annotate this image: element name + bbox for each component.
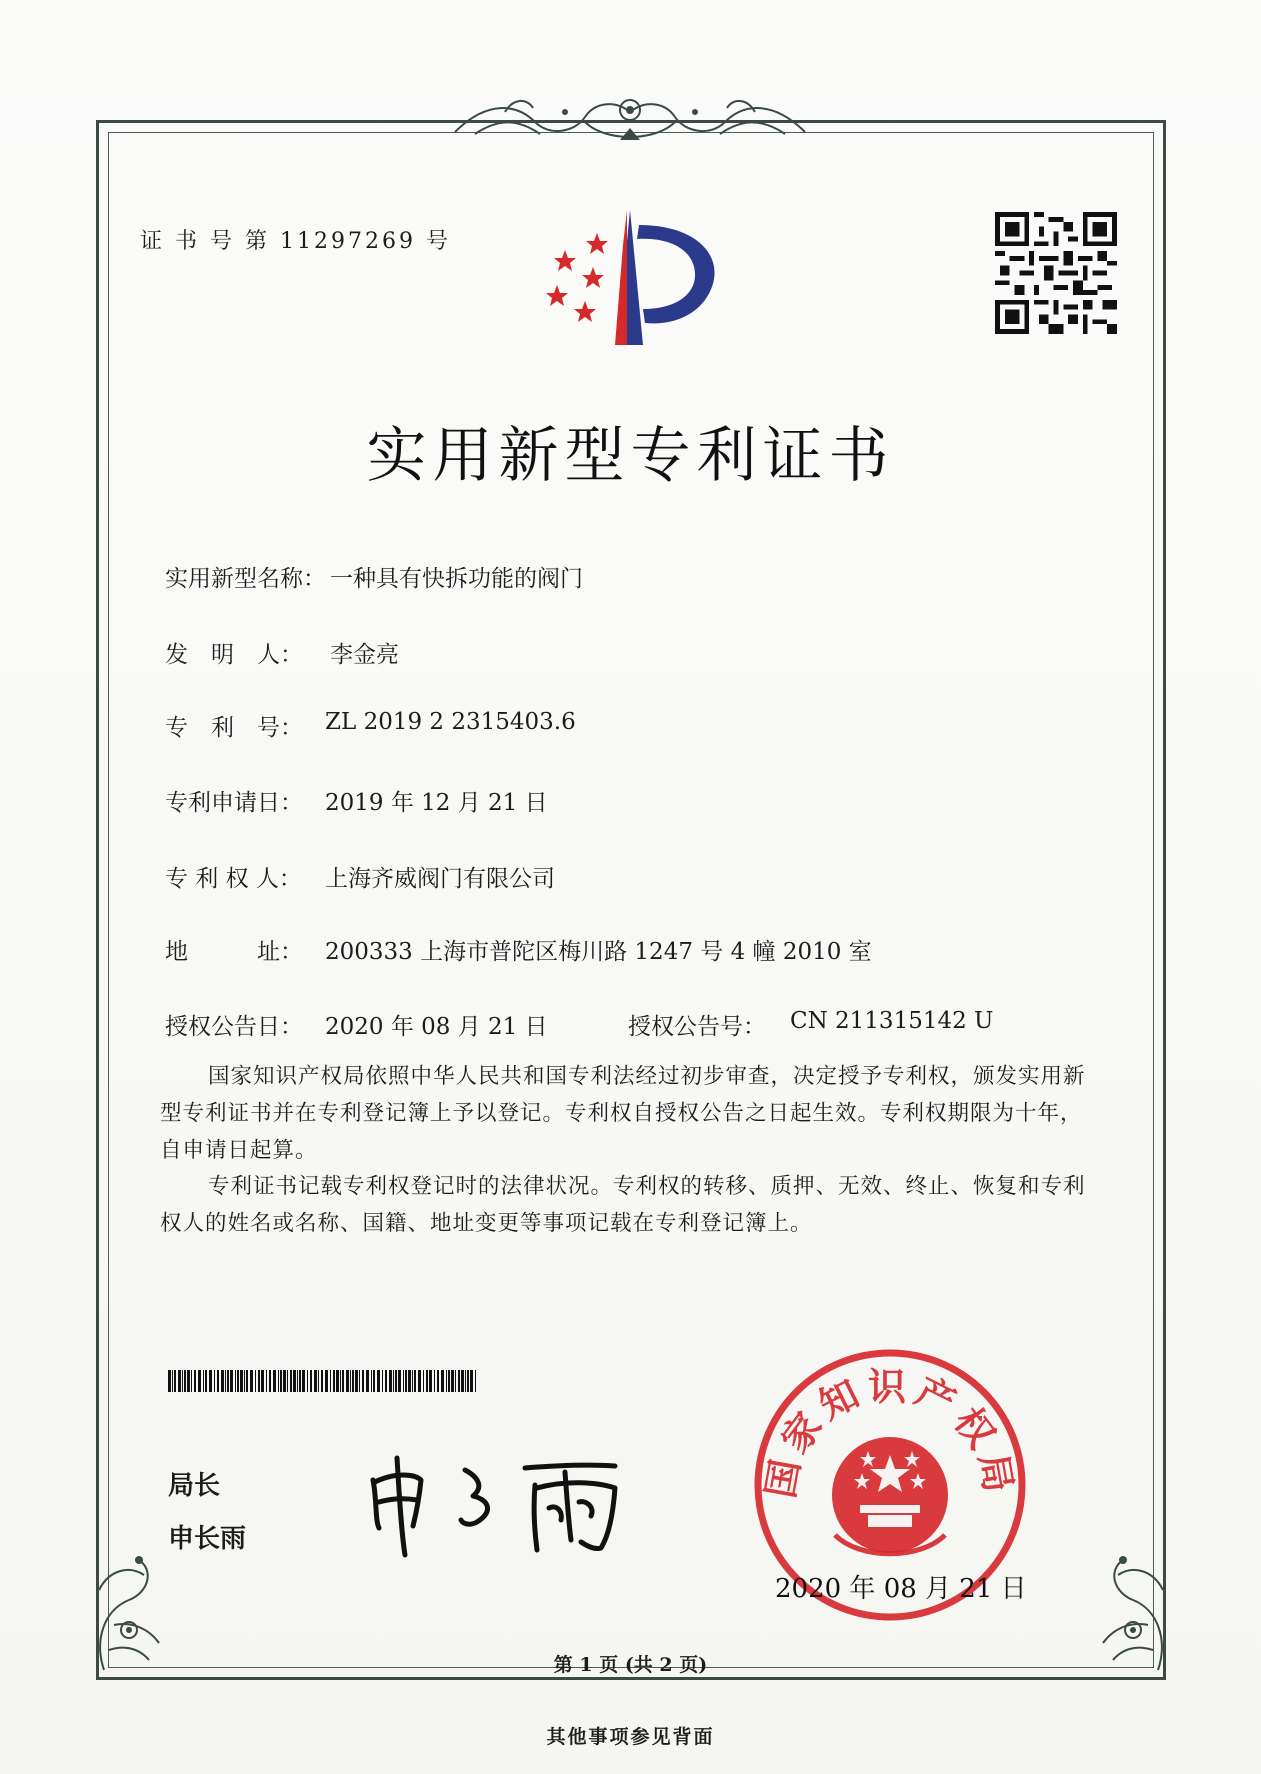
utility-model-name: 一种具有快拆功能的阀门 bbox=[330, 566, 583, 592]
barcode-bar bbox=[261, 1370, 264, 1392]
barcode-bar bbox=[346, 1370, 349, 1392]
barcode-bar bbox=[205, 1370, 207, 1392]
barcode-bar bbox=[330, 1370, 331, 1392]
barcode-bar bbox=[244, 1370, 245, 1392]
barcode-bar bbox=[455, 1370, 456, 1392]
barcode-bar bbox=[250, 1370, 253, 1392]
barcode-bar bbox=[475, 1370, 476, 1392]
inventor-label: 发 明 人： bbox=[165, 642, 303, 668]
barcode-bar bbox=[194, 1370, 196, 1392]
patentee: 上海齐威阀门有限公司 bbox=[325, 866, 555, 892]
name-label: 实用新型名称： bbox=[165, 566, 326, 592]
barcode-bar bbox=[318, 1370, 319, 1392]
barcode-bar bbox=[467, 1370, 469, 1392]
barcode-bar bbox=[412, 1370, 413, 1392]
barcode-bar bbox=[403, 1370, 404, 1392]
barcode-bar bbox=[182, 1370, 183, 1392]
barcode-bar bbox=[437, 1370, 439, 1392]
footer-note: 其他事项参见背面 bbox=[546, 1726, 715, 1748]
barcode-bar bbox=[448, 1370, 450, 1392]
statement-paragraph-1: 国家知识产权局依照中华人民共和国专利法经过初步审查，决定授予专利权，颁发实用新型专利证书并在专利登记簿上予以登记。专利权自授权公告之日起生效。专利权期限为十年，自申请日起算。 bbox=[160, 1064, 1086, 1163]
barcode-bar bbox=[414, 1370, 416, 1392]
inventor-name: 李金亮 bbox=[330, 642, 399, 668]
grant-number-label: 授权公告号： bbox=[628, 1014, 766, 1040]
barcode-bar bbox=[237, 1370, 239, 1392]
barcode-bar bbox=[217, 1370, 219, 1392]
barcode-bar bbox=[255, 1370, 256, 1392]
barcode-bar bbox=[174, 1370, 176, 1392]
barcode-bar bbox=[273, 1370, 276, 1392]
certificate-number: 证 书 号 第 11297269 号 bbox=[140, 229, 451, 254]
barcode-bar bbox=[230, 1370, 233, 1392]
barcode-bar bbox=[336, 1370, 339, 1392]
barcode-bar bbox=[310, 1370, 312, 1392]
barcode-bar bbox=[446, 1370, 447, 1392]
barcode-bar bbox=[325, 1370, 328, 1392]
barcode-bar bbox=[423, 1370, 424, 1392]
barcode-bar bbox=[429, 1370, 432, 1392]
barcode-bar bbox=[246, 1370, 248, 1392]
handwritten-signature bbox=[365, 1450, 645, 1560]
barcode-bar bbox=[359, 1370, 360, 1392]
address-label: 地 址： bbox=[165, 939, 303, 965]
barcode-bar bbox=[302, 1370, 305, 1392]
barcode-icon bbox=[168, 1370, 480, 1392]
barcode-bar bbox=[203, 1370, 204, 1392]
barcode-bar bbox=[293, 1370, 296, 1392]
barcode-bar bbox=[451, 1370, 454, 1392]
barcode-bar bbox=[278, 1370, 279, 1392]
patent-office-logo-icon bbox=[535, 205, 725, 355]
barcode-bar bbox=[342, 1370, 344, 1392]
barcode-bar bbox=[385, 1370, 387, 1392]
filing-date: 2019 年 12 月 21 日 bbox=[325, 790, 548, 816]
barcode-bar bbox=[227, 1370, 229, 1392]
barcode-bar bbox=[235, 1370, 236, 1392]
barcode-bar bbox=[434, 1370, 435, 1392]
barcode-bar bbox=[280, 1370, 282, 1392]
barcode-bar bbox=[382, 1370, 383, 1392]
barcode-bar bbox=[377, 1370, 380, 1392]
filing-date-label: 专利申请日： bbox=[165, 790, 303, 816]
barcode-bar bbox=[225, 1370, 226, 1392]
barcode-bar bbox=[299, 1370, 301, 1392]
barcode-bar bbox=[355, 1370, 358, 1392]
barcode-bar bbox=[266, 1370, 267, 1392]
signatory-name: 申长雨 bbox=[168, 1524, 247, 1554]
grant-date-label: 授权公告日： bbox=[165, 1014, 303, 1040]
barcode-bar bbox=[283, 1370, 286, 1392]
barcode-bar bbox=[389, 1370, 392, 1392]
grant-number: CN 211315142 U bbox=[790, 1008, 994, 1034]
barcode-bar bbox=[395, 1370, 397, 1392]
page-number: 第 1 页 (共 2 页) bbox=[553, 1654, 708, 1676]
barcode-bar bbox=[178, 1370, 181, 1392]
signatory-title: 局长 bbox=[168, 1471, 221, 1501]
patent-number: ZL 2019 2 2315403.6 bbox=[325, 709, 576, 735]
barcode-bar bbox=[333, 1370, 335, 1392]
barcode-bar bbox=[297, 1370, 298, 1392]
barcode-bar bbox=[321, 1370, 323, 1392]
barcode-bar bbox=[314, 1370, 317, 1392]
barcode-bar bbox=[373, 1370, 375, 1392]
seal-date: 2020 年 08 月 21 日 bbox=[775, 1574, 1027, 1604]
barcode-bar bbox=[287, 1370, 288, 1392]
barcode-bar bbox=[172, 1370, 173, 1392]
barcode-bar bbox=[209, 1370, 212, 1392]
barcode-bar bbox=[362, 1370, 364, 1392]
barcode-bar bbox=[366, 1370, 369, 1392]
barcode-bar bbox=[418, 1370, 421, 1392]
barcode-bar bbox=[350, 1370, 351, 1392]
certificate-title: 实用新型专利证书 bbox=[366, 421, 895, 491]
barcode-bar bbox=[465, 1370, 466, 1392]
statement-paragraph-2: 专利证书记载专利权登记时的法律状况。专利权的转移、质押、无效、终止、恢复和专利权人的姓名或名称、国籍、地址变更等事项记载在专利登记簿上。 bbox=[160, 1174, 1086, 1236]
barcode-bar bbox=[352, 1370, 354, 1392]
patentee-label: 专 利 权 人： bbox=[165, 866, 302, 892]
barcode-bar bbox=[307, 1370, 308, 1392]
barcode-bar bbox=[405, 1370, 407, 1392]
top-ornament-icon bbox=[445, 82, 815, 152]
barcode-bar bbox=[441, 1370, 444, 1392]
grant-date: 2020 年 08 月 21 日 bbox=[325, 1014, 548, 1040]
barcode-bar bbox=[269, 1370, 271, 1392]
qr-code-icon[interactable] bbox=[995, 212, 1117, 334]
barcode-bar bbox=[168, 1370, 171, 1392]
barcode-bar bbox=[191, 1370, 192, 1392]
barcode-bar bbox=[198, 1370, 201, 1392]
barcode-bar bbox=[458, 1370, 460, 1392]
patent-number-label: 专 利 号： bbox=[165, 715, 303, 741]
barcode-bar bbox=[398, 1370, 401, 1392]
barcode-bar bbox=[187, 1370, 190, 1392]
barcode-bar bbox=[408, 1370, 411, 1392]
barcode-bar bbox=[258, 1370, 260, 1392]
barcode-bar bbox=[290, 1370, 292, 1392]
svg-text:国家知识产权局: 国家知识产权局 bbox=[758, 1365, 1022, 1502]
barcode-bar bbox=[393, 1370, 394, 1392]
barcode-bar bbox=[184, 1370, 186, 1392]
barcode-bar bbox=[371, 1370, 372, 1392]
barcode-bar bbox=[461, 1370, 464, 1392]
barcode-bar bbox=[426, 1370, 428, 1392]
barcode-bar bbox=[214, 1370, 215, 1392]
barcode-bar bbox=[240, 1370, 243, 1392]
barcode-bar bbox=[340, 1370, 341, 1392]
barcode-bar bbox=[221, 1370, 224, 1392]
barcode-bar bbox=[470, 1370, 473, 1392]
address: 200333 上海市普陀区梅川路 1247 号 4 幢 2010 室 bbox=[325, 939, 872, 965]
